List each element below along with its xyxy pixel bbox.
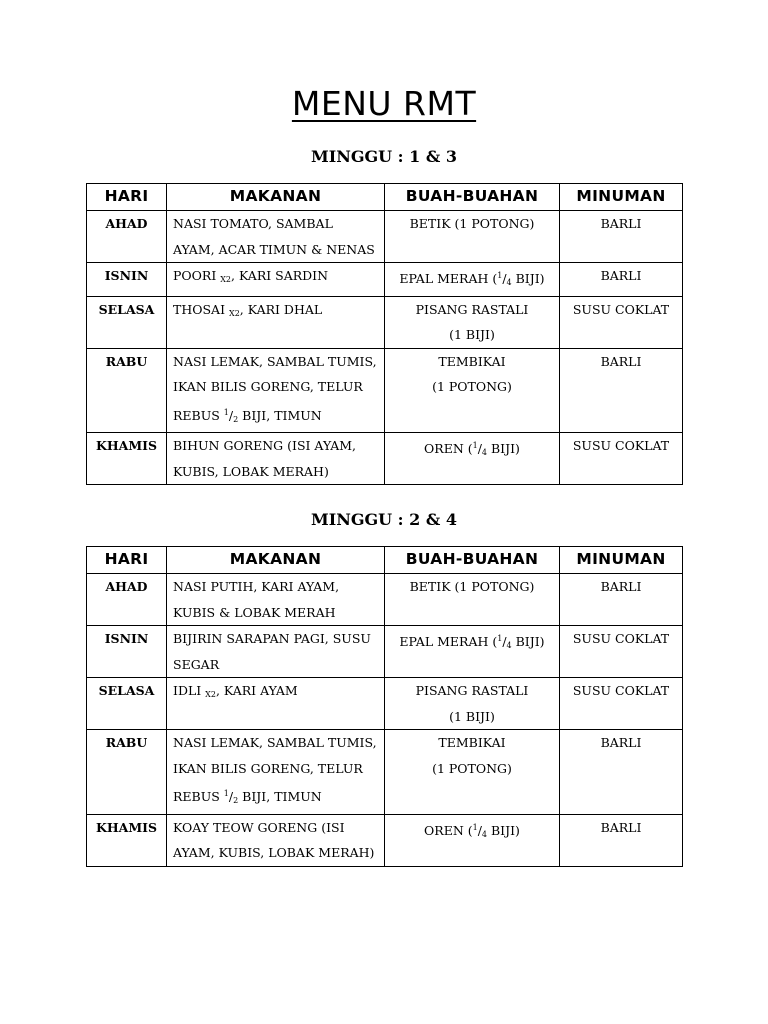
food-line: IKAN BILIS GORENG, TELUR (173, 760, 363, 776)
day-cell: KHAMIS (87, 814, 167, 866)
table-header-row (87, 547, 683, 574)
fruit-line: PISANG RASTALI (415, 683, 529, 698)
header-drink: MINUMAN (560, 547, 683, 574)
drink-cell: SUSU COKLAT (560, 296, 683, 348)
table-row (87, 433, 683, 485)
header-day: HARI (87, 184, 167, 211)
drink-cell: SUSU COKLAT (560, 678, 683, 730)
fruit-line: TEMBIKAI (438, 353, 506, 369)
fruit-line: (1 POTONG) (432, 379, 512, 394)
table-row (87, 296, 683, 348)
fruit-cell (385, 626, 560, 678)
week-heading: MINGGU : 1 & 3 (311, 147, 457, 166)
table-row (87, 574, 683, 626)
day-cell: KHAMIS (87, 433, 167, 485)
drink-cell: SUSU COKLAT (560, 626, 683, 678)
food-line: KUBIS & LOBAK MERAH (173, 604, 336, 620)
day-cell: RABU (87, 730, 167, 815)
fruit-cell (385, 730, 560, 815)
fruit-line: TEMBIKAI (438, 735, 506, 750)
food-line: AYAM, ACAR TIMUN & NENAS (173, 241, 375, 257)
table-header-row (87, 184, 683, 211)
drink-cell: BARLI (560, 814, 683, 866)
fruit-cell (385, 433, 560, 485)
table-row (87, 730, 683, 815)
drink-cell: BARLI (560, 348, 683, 433)
table-row (87, 814, 683, 866)
header-food: MAKANAN (167, 547, 385, 574)
table-row (87, 211, 683, 263)
food-cell (167, 730, 385, 815)
food-line: BIHUN GORENG (ISI AYAM, (173, 438, 357, 453)
table-row (87, 678, 683, 730)
page-title: MENU RMT (291, 84, 477, 123)
fruit-line: OREN ($^1/_4$ BIJI) (424, 822, 520, 839)
header-drink: MINUMAN (560, 184, 683, 211)
fruit-line: BETIK (1 POTONG) (409, 579, 535, 594)
day-cell: AHAD (87, 574, 167, 626)
table-row (87, 348, 683, 433)
header-fruit: BUAH-BUAHAN (385, 547, 560, 574)
food-line: IKAN BILIS GORENG, TELUR (173, 379, 363, 394)
fruit-cell (385, 348, 560, 433)
food-cell (167, 678, 385, 730)
food-cell (167, 296, 385, 348)
food-cell (167, 574, 385, 626)
food-line: NASI LEMAK, SAMBAL TUMIS, (173, 353, 377, 369)
fruit-line: (1 BIJI) (449, 708, 495, 724)
table-row (87, 626, 683, 678)
day-cell: RABU (87, 348, 167, 433)
food-cell (167, 626, 385, 678)
drink-cell: SUSU COKLAT (560, 433, 683, 485)
food-cell (167, 433, 385, 485)
food-line: IDLI $_{X2}$, KARI AYAM (173, 683, 298, 699)
fruit-cell (385, 296, 560, 348)
fruit-line: (1 POTONG) (432, 760, 512, 776)
header-fruit: BUAH-BUAHAN (385, 184, 560, 211)
table-row (87, 263, 683, 297)
fruit-line: PISANG RASTALI (415, 301, 529, 317)
food-line: REBUS $^1/_2$ BIJI, TIMUN (173, 789, 322, 805)
food-cell (167, 263, 385, 297)
food-cell (167, 348, 385, 433)
drink-cell: BARLI (560, 263, 683, 297)
food-cell (167, 814, 385, 866)
food-line: NASI LEMAK, SAMBAL TUMIS, (173, 735, 377, 750)
day-cell: SELASA (87, 296, 167, 348)
day-cell: SELASA (87, 678, 167, 730)
food-line: NASI TOMATO, SAMBAL (173, 216, 333, 231)
food-line: BIJIRIN SARAPAN PAGI, SUSU (173, 631, 371, 646)
fruit-line: BETIK (1 POTONG) (409, 216, 535, 231)
fruit-cell (385, 574, 560, 626)
food-line: SEGAR (173, 656, 220, 672)
food-cell (167, 211, 385, 263)
menu-table-week-2-4 (86, 546, 683, 867)
drink-cell: BARLI (560, 574, 683, 626)
food-line: POORI $_{X2}$, KARI SARDIN (173, 268, 329, 284)
day-cell: ISNIN (87, 626, 167, 678)
header-food: MAKANAN (167, 184, 385, 211)
food-line: THOSAI $_{X2}$, KARI DHAL (173, 301, 323, 318)
fruit-cell (385, 211, 560, 263)
fruit-cell (385, 263, 560, 297)
fruit-cell (385, 814, 560, 866)
day-cell: ISNIN (87, 263, 167, 297)
fruit-cell (385, 678, 560, 730)
food-line: KUBIS, LOBAK MERAH) (173, 463, 329, 479)
menu-table-week-1-3 (86, 183, 683, 485)
week-heading: MINGGU : 2 & 4 (311, 510, 457, 529)
fruit-line: EPAL MERAH ($^1/_4$ BIJI) (399, 634, 545, 650)
fruit-line: OREN ($^1/_4$ BIJI) (424, 441, 520, 457)
fruit-line: (1 BIJI) (449, 327, 495, 342)
fruit-line: EPAL MERAH ($^1/_4$ BIJI) (399, 271, 545, 287)
food-line: KOAY TEOW GORENG (ISI (173, 819, 345, 835)
header-day: HARI (87, 547, 167, 574)
day-cell: AHAD (87, 211, 167, 263)
food-line: REBUS $^1/_2$ BIJI, TIMUN (173, 407, 322, 424)
food-line: NASI PUTIH, KARI AYAM, (173, 579, 340, 594)
food-line: AYAM, KUBIS, LOBAK MERAH) (173, 845, 375, 860)
drink-cell: BARLI (560, 211, 683, 263)
drink-cell: BARLI (560, 730, 683, 815)
